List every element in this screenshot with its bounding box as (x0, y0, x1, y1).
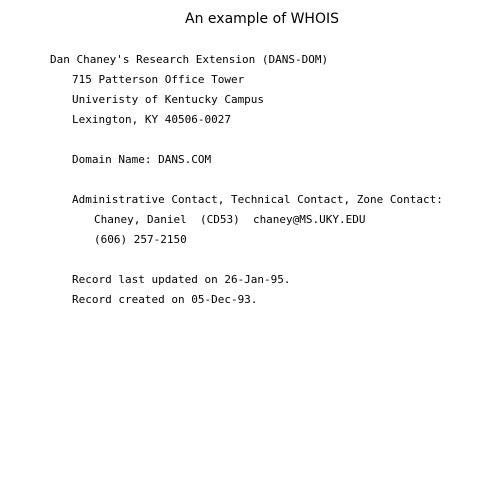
last-updated-line: Record last updated on 26-Jan-95. (72, 273, 291, 286)
address-line-3: Lexington, KY 40506-0027 (72, 113, 231, 126)
address-line-1: 715 Patterson Office Tower (72, 73, 245, 86)
created-line: Record created on 05-Dec-93. (72, 293, 258, 306)
domain-name-line: Domain Name: DANS.COM (72, 153, 212, 166)
organization-line: Dan Chaney's Research Extension (DANS-DOM) (50, 53, 329, 66)
contact-phone-line: (606) 257-2150 (94, 233, 187, 246)
blank-line (50, 170, 443, 190)
contact-name-line: Chaney, Daniel (CD53) chaney@MS.UKY.EDU (94, 213, 366, 226)
blank-line (50, 250, 443, 270)
contact-heading: Administrative Contact, Technical Contact, Zone Contact: (72, 193, 443, 206)
page-title: An example of WHOIS (185, 11, 339, 27)
address-line-2: Univeristy of Kentucky Campus (72, 93, 265, 106)
whois-record (50, 50, 443, 310)
blank-line (50, 130, 443, 150)
